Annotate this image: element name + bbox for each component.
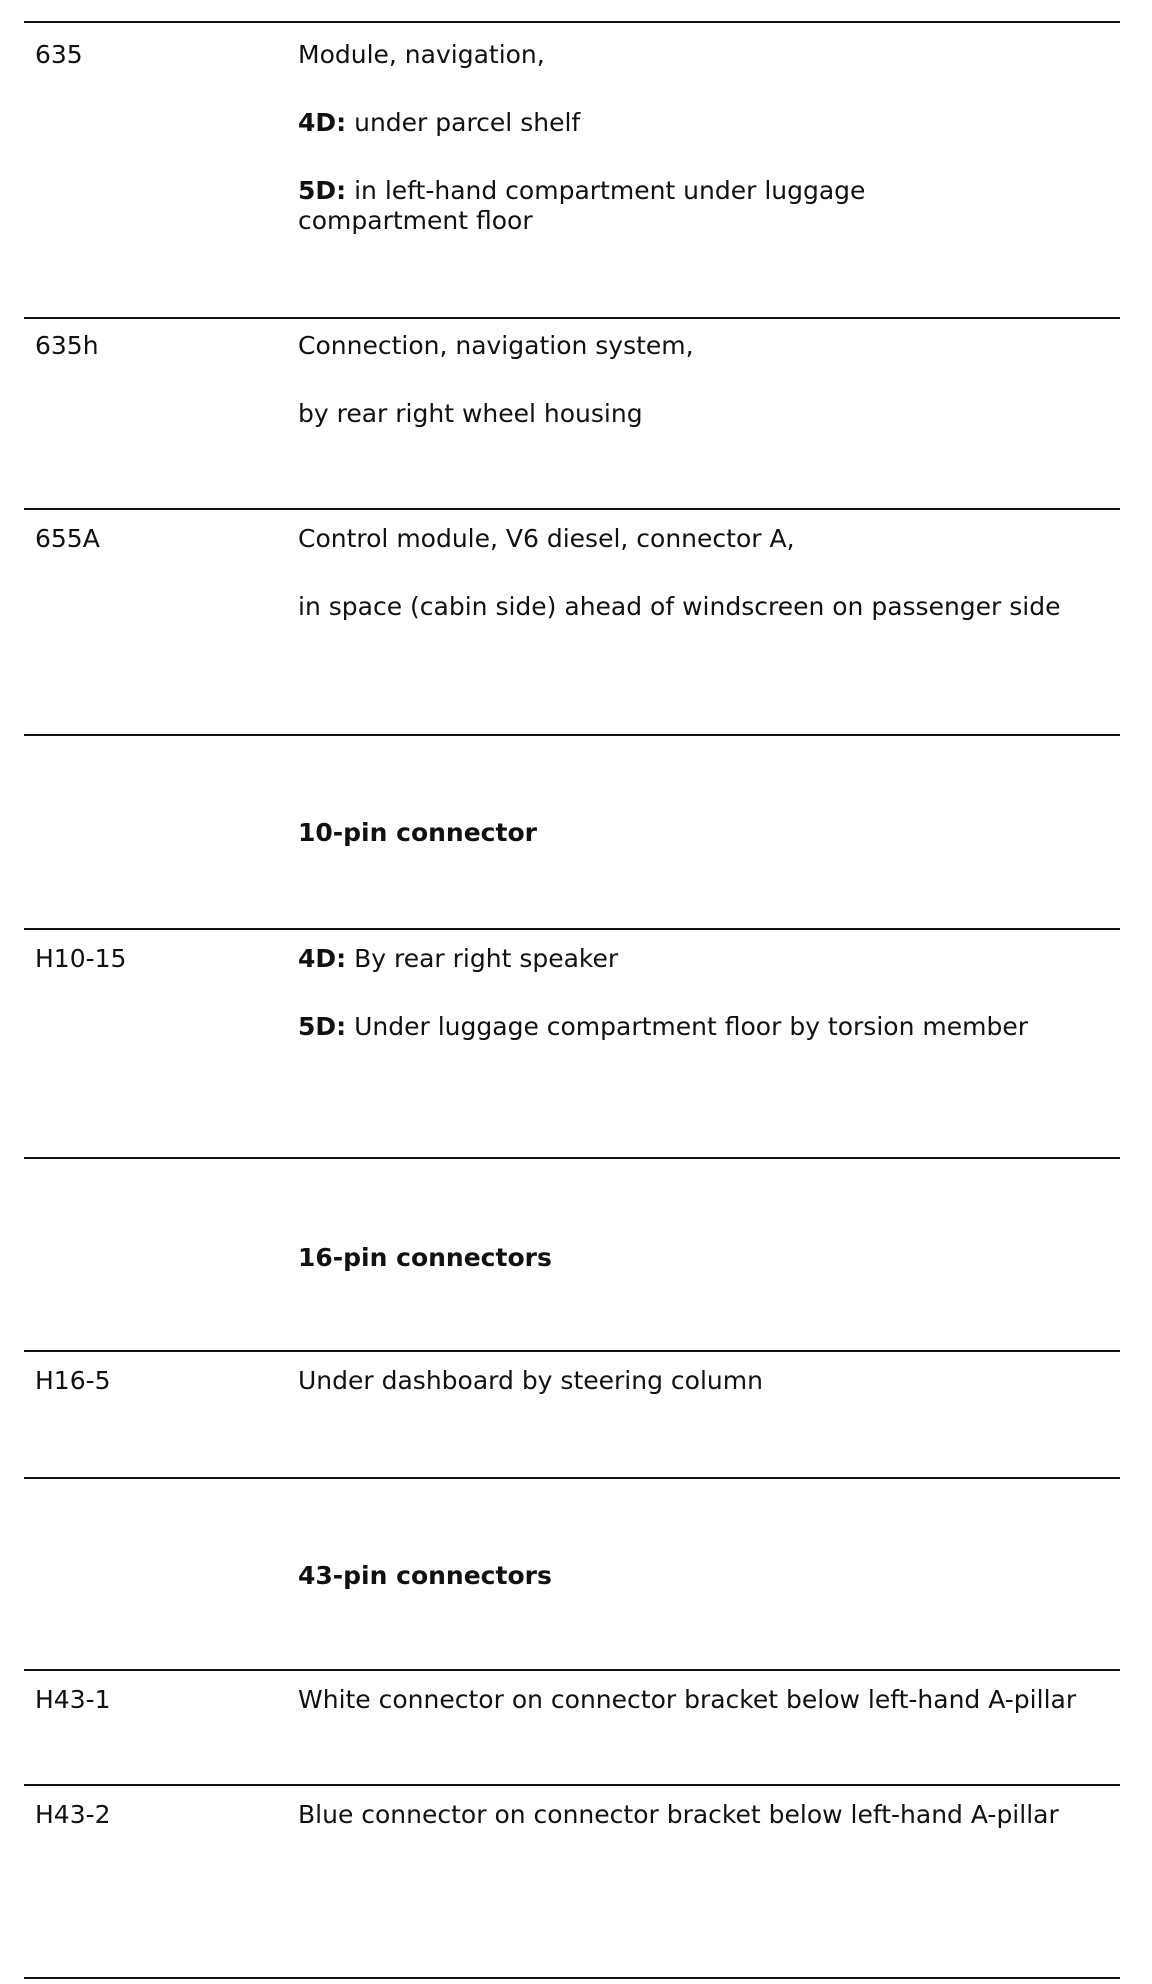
description-line: 4D: By rear right speaker [298,944,619,973]
entry-code: H10-15 [35,944,127,973]
entry-description [298,1685,1118,1715]
description-line: Control module, V6 diesel, connector A, [298,524,795,553]
row-divider [24,1350,1120,1352]
description-line: 5D: Under luggage compartment floor by torsion member [298,1012,1028,1041]
section-heading: 43-pin connectors [298,1561,552,1590]
entry-description [298,331,1118,429]
entry-description [298,40,1118,236]
row-divider [24,928,1120,930]
entry-description [298,1800,1118,1830]
row-divider [24,1157,1120,1159]
description-line: 4D: under parcel shelf [298,108,581,137]
description-line: in space (cabin side) ahead of windscreen on passenger side [298,592,1061,621]
description-line: Blue connector on connector bracket below left-hand A-pillar [298,1800,1059,1829]
entry-code: 635 [35,40,83,69]
description-line: 5D: in left-hand compartment under luggage compartment floor [298,176,866,235]
entry-code: 635h [35,331,99,360]
description-line: Under dashboard by steering column [298,1366,763,1395]
row-divider [24,1669,1120,1671]
entry-description [298,944,1118,1042]
entry-code: H43-2 [35,1800,111,1829]
entry-description [298,524,1118,622]
row-divider [24,317,1120,319]
description-line: by rear right wheel housing [298,399,643,428]
row-divider [24,1784,1120,1786]
description-line: White connector on connector bracket below left-hand A-pillar [298,1685,1077,1714]
entry-code: 655A [35,524,100,553]
description-line: Connection, navigation system, [298,331,694,360]
description-line: Module, navigation, [298,40,545,69]
row-divider [24,1477,1120,1479]
row-divider [24,734,1120,736]
entry-description [298,1366,1118,1396]
entry-code: H43-1 [35,1685,111,1714]
row-divider [24,508,1120,510]
row-divider [24,1977,1120,1979]
entry-code: H16-5 [35,1366,111,1395]
row-divider [24,21,1120,23]
section-heading: 10-pin connector [298,818,537,847]
section-heading: 16-pin connectors [298,1243,552,1272]
